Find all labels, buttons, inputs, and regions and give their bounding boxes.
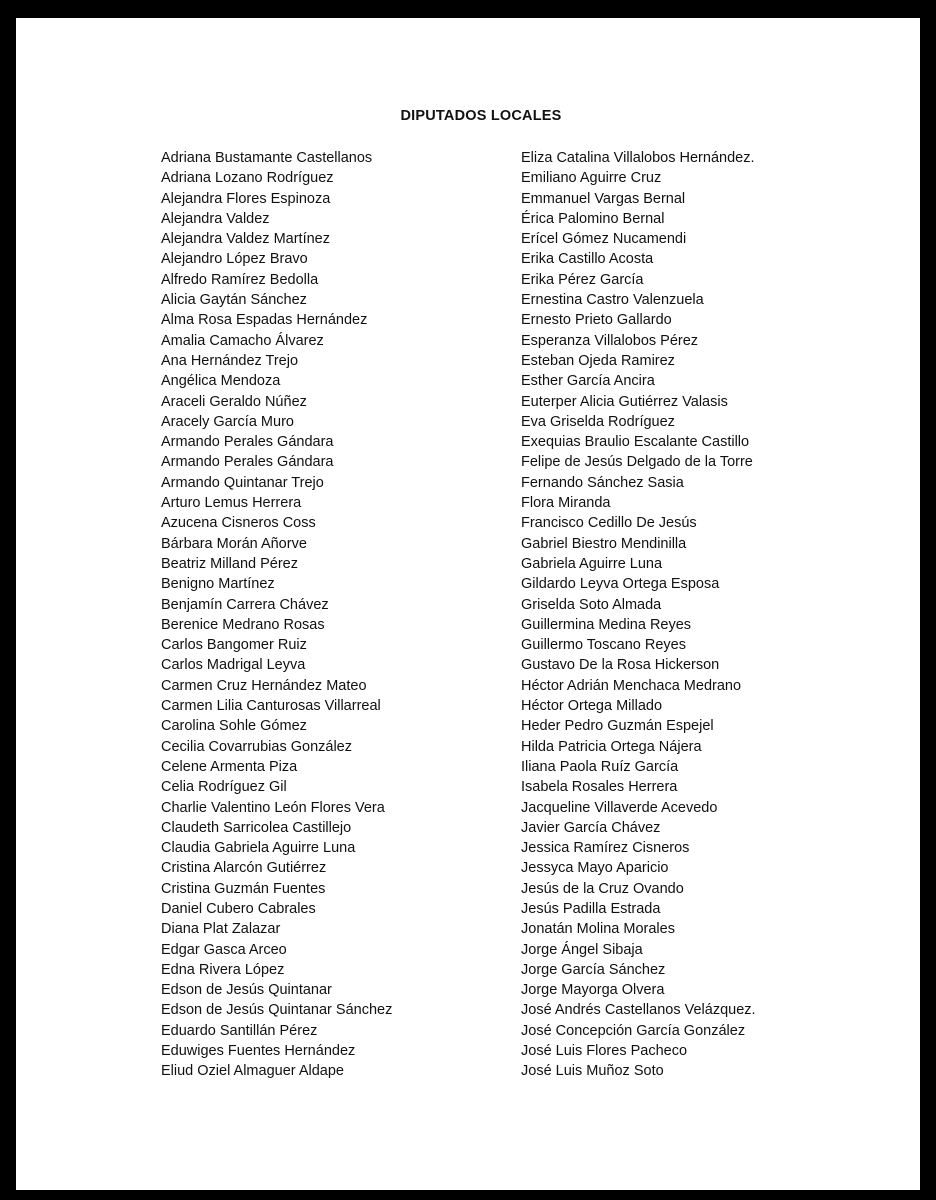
name-list-item: Ernestina Castro Valenzuela [521, 292, 704, 309]
name-list-item: Erícel Gómez Nucamendi [521, 231, 687, 248]
name-list-item: Gustavo De la Rosa Hickerson [521, 657, 720, 674]
name-list-item: Héctor Adrián Menchaca Medrano [521, 677, 742, 694]
name-list-item: Carmen Lilia Canturosas Villarreal [161, 698, 381, 715]
name-list-item: Eduwiges Fuentes Hernández [161, 1043, 356, 1060]
name-list-item: Alfredo Ramírez Bedolla [161, 271, 319, 288]
name-list-item: Eliza Catalina Villalobos Hernández. [521, 150, 755, 166]
name-list-item: Adriana Bustamante Castellanos [161, 150, 373, 166]
name-list-item: Guillermina Medina Reyes [521, 616, 692, 633]
name-list-item: Gildardo Leyva Ortega Esposa [521, 576, 720, 593]
name-list-item: Jessyca Mayo Aparicio [521, 860, 669, 877]
name-list-item: Jessica Ramírez Cisneros [521, 840, 690, 857]
name-list-item: Aracely García Muro [161, 413, 294, 430]
name-list-item: Ana Hernández Trejo [161, 352, 299, 369]
name-list-item: Heder Pedro Guzmán Espejel [521, 718, 714, 735]
name-list-item: Azucena Cisneros Coss [161, 515, 316, 532]
name-list-item: Alicia Gaytán Sánchez [161, 292, 307, 309]
name-list-item: Esther García Ancira [521, 373, 655, 390]
name-list-item: Claudeth Sarricolea Castillejo [161, 819, 352, 836]
name-list-item: José Concepción García González [521, 1022, 746, 1039]
name-list-item: Diana Plat Zalazar [161, 921, 281, 938]
name-list-item: Guillermo Toscano Reyes [521, 637, 686, 654]
name-list-item: Alejandra Valdez [161, 210, 270, 227]
name-list-item: Esteban Ojeda Ramirez [521, 352, 675, 369]
name-list-item: Edgar Gasca Arceo [161, 941, 287, 958]
name-list-item: Benigno Martínez [161, 576, 275, 593]
name-list-item: Bárbara Morán Añorve [161, 535, 307, 552]
name-list-item: José Andrés Castellanos Velázquez. [521, 1002, 756, 1019]
name-list-item: Carlos Bangomer Ruiz [161, 637, 307, 654]
name-list-item: Griselda Soto Almada [521, 596, 662, 613]
name-list-item: Flora Miranda [521, 495, 611, 512]
name-list-item: Erika Castillo Acosta [521, 251, 654, 268]
name-list-item: Araceli Geraldo Núñez [161, 393, 307, 410]
name-list-item: Ernesto Prieto Gallardo [521, 312, 672, 329]
name-list-item: Armando Quintanar Trejo [161, 474, 324, 491]
name-list-item: Eduardo Santillán Pérez [161, 1022, 318, 1039]
name-list-item: Angélica Mendoza [161, 373, 281, 390]
name-list-item: Gabriela Aguirre Luna [521, 555, 663, 572]
name-list-item: Edna Rivera López [161, 961, 285, 978]
name-list-item: Celia Rodríguez Gil [161, 779, 287, 796]
name-list-item: Cristina Guzmán Fuentes [161, 880, 326, 897]
name-list-item: Cristina Alarcón Gutiérrez [161, 860, 327, 877]
name-list-item: Erika Pérez García [521, 271, 644, 288]
name-list-item: Benjamín Carrera Chávez [161, 596, 329, 613]
name-list-item: Cecilia Covarrubias González [161, 738, 352, 755]
name-list-item: Hilda Patricia Ortega Nájera [521, 738, 702, 755]
name-list-item: Isabela Rosales Herrera [521, 779, 678, 796]
name-list-item: Jesús de la Cruz Ovando [521, 880, 684, 897]
name-list-item: Armando Perales Gándara [161, 434, 334, 451]
name-list-item: Alma Rosa Espadas Hernández [161, 312, 368, 329]
name-list-item: Jorge García Sánchez [521, 961, 666, 978]
name-list-item: Armando Perales Gándara [161, 454, 334, 471]
name-list-item: Eliud Oziel Almaguer Aldape [161, 1063, 344, 1080]
name-list-item: Carolina Sohle Gómez [161, 718, 307, 735]
name-list-item: Beatriz Milland Pérez [161, 555, 298, 572]
name-list-item: Amalia Camacho Álvarez [161, 332, 324, 349]
name-list-item: Francisco Cedillo De Jesús [521, 515, 697, 532]
names-column-right [521, 148, 756, 1082]
name-list-item: Berenice Medrano Rosas [161, 616, 325, 633]
name-list-item: Daniel Cubero Cabrales [161, 900, 316, 917]
name-list-item: Iliana Paola Ruíz García [521, 758, 679, 775]
name-list-item: Felipe de Jesús Delgado de la Torre [521, 454, 753, 471]
name-list-item: Alejandra Valdez Martínez [161, 231, 330, 248]
name-list-item: Emiliano Aguirre Cruz [521, 170, 662, 187]
name-list-item: Javier García Chávez [521, 819, 661, 836]
name-list-item: Alejandra Flores Espinoza [161, 190, 331, 207]
name-list-item: Carlos Madrigal Leyva [161, 657, 306, 674]
name-list-item: Celene Armenta Piza [161, 758, 298, 775]
name-list-item: Gabriel Biestro Mendinilla [521, 535, 687, 552]
name-list-item: Eva Griselda Rodríguez [521, 413, 675, 430]
names-column-left [161, 148, 392, 1082]
document-title: DIPUTADOS LOCALES [400, 108, 562, 124]
name-list-item: Claudia Gabriela Aguirre Luna [161, 840, 356, 857]
name-list-item: Jorge Mayorga Olvera [521, 982, 665, 999]
name-list-item: Edson de Jesús Quintanar Sánchez [161, 1002, 393, 1019]
name-list-item: Jonatán Molina Morales [521, 921, 675, 938]
name-list-item: José Luis Flores Pacheco [521, 1043, 688, 1060]
name-list-item: Érica Palomino Bernal [521, 210, 665, 227]
name-list-item: Carmen Cruz Hernández Mateo [161, 677, 367, 694]
name-list-item: Exequias Braulio Escalante Castillo [521, 434, 750, 451]
document-page [16, 18, 920, 1190]
name-list-item: Esperanza Villalobos Pérez [521, 332, 699, 349]
name-list-item: Fernando Sánchez Sasia [521, 474, 684, 491]
name-list-item: Jorge Ángel Sibaja [521, 941, 643, 958]
name-list-item: Jacqueline Villaverde Acevedo [521, 799, 718, 816]
name-list-item: José Luis Muñoz Soto [521, 1063, 664, 1080]
name-list-item: Adriana Lozano Rodríguez [161, 170, 334, 187]
name-list-item: Héctor Ortega Millado [521, 698, 663, 715]
name-list-item: Charlie Valentino León Flores Vera [161, 799, 385, 816]
name-list-item: Jesús Padilla Estrada [521, 900, 661, 917]
name-list-item: Emmanuel Vargas Bernal [521, 190, 686, 207]
name-list-item: Edson de Jesús Quintanar [161, 982, 332, 999]
name-list-item: Alejandro López Bravo [161, 251, 308, 268]
name-list-item: Arturo Lemus Herrera [161, 495, 302, 512]
name-list-item: Euterper Alicia Gutiérrez Valasis [521, 393, 728, 410]
